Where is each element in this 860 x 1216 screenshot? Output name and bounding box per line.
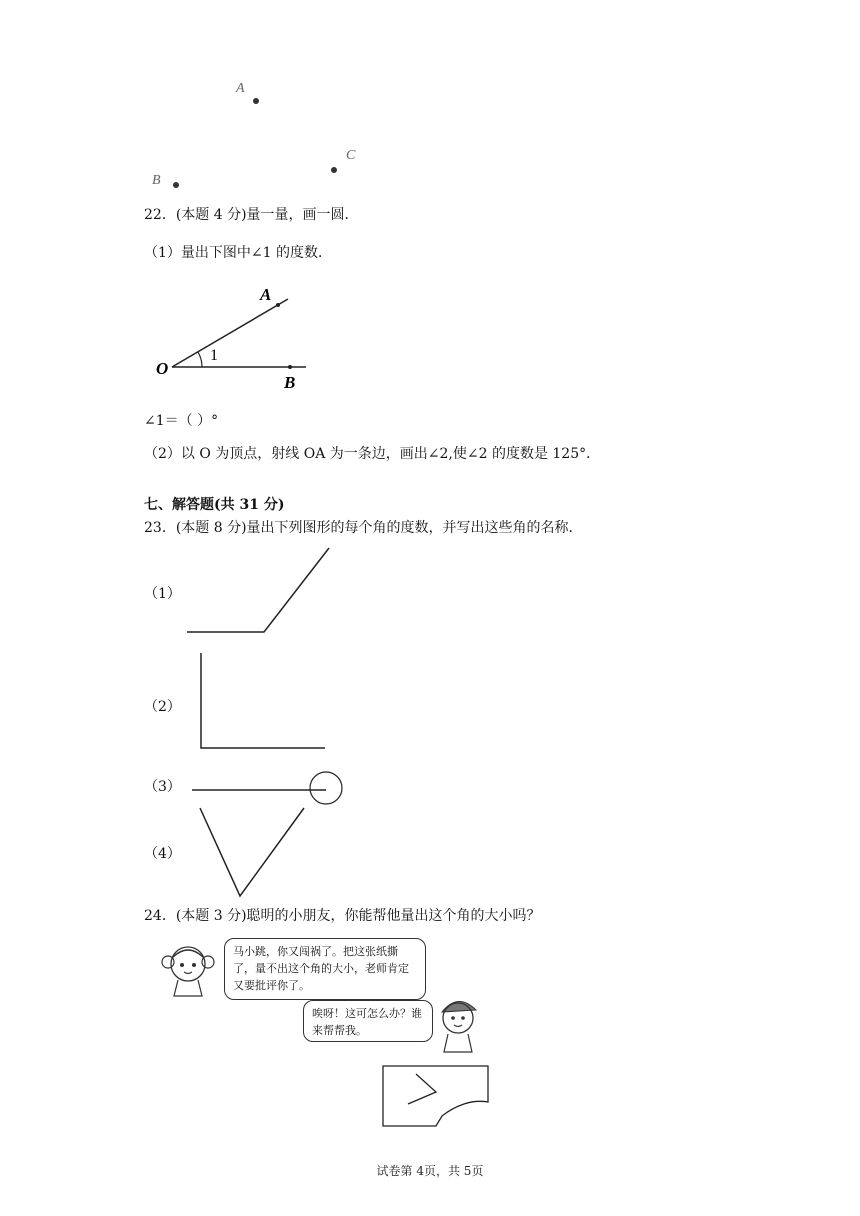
- point-a-dot: [276, 303, 280, 307]
- torn-paper-angle-figure: [380, 1062, 492, 1130]
- q22-answer-line: ∠1＝（ ）°: [144, 413, 219, 429]
- q23-item-3-label: （3）: [144, 779, 181, 795]
- point-b-dot: [288, 365, 292, 369]
- section-7-heading: 七、解答题(共 31 分): [144, 497, 285, 513]
- torn-paper-outline: [383, 1066, 488, 1126]
- partial-angle-lines: [408, 1074, 436, 1104]
- q23-title: 23．(本题 8 分)量出下列图形的每个角的度数，并写出这些角的名称．: [144, 520, 583, 536]
- q24-title: 24．(本题 3 分)聪明的小朋友，你能帮他量出这个角的大小吗？: [144, 908, 541, 924]
- q23-figures: [180, 540, 360, 905]
- label-a: A: [260, 285, 272, 304]
- page-footer: 试卷第 4页，共 5页: [376, 1164, 484, 1178]
- boy-speech-bubble: 唉呀！这可怎么办？谁来帮帮我。: [303, 1000, 433, 1042]
- q23-angle-1: [187, 548, 329, 632]
- angle-arc: [198, 352, 202, 367]
- q23-angle-3-marker: [310, 772, 342, 804]
- point-a: [253, 98, 259, 104]
- ray-oa: [172, 299, 288, 367]
- q23-item-1-label: （1）: [144, 586, 181, 602]
- point-c: [331, 167, 337, 173]
- point-c-label: C: [346, 148, 356, 163]
- point-b-label: B: [152, 173, 161, 188]
- q22-title: 22．(本题 4 分)量一量，画一圆．: [144, 207, 359, 223]
- q22-part1: （1）量出下图中∠1 的度数．: [144, 245, 332, 261]
- points-figure: [140, 70, 380, 200]
- q22-part2: （2）以 O 为顶点，射线 OA 为一条边，画出∠2,使∠2 的度数是 125°．: [144, 446, 601, 462]
- q23-item-2-label: （2）: [144, 699, 181, 715]
- angle-1-figure: [150, 280, 320, 395]
- q23-angle-2: [201, 653, 325, 748]
- label-o: O: [156, 359, 169, 378]
- point-a-label: A: [236, 81, 245, 96]
- boy-character-illustration: [432, 990, 484, 1056]
- q23-angle-4: [200, 808, 304, 896]
- point-b: [173, 182, 179, 188]
- girl-speech-bubble: 马小跳，你又闯祸了。把这张纸撕了，量不出这个角的大小，老师肯定又要批评你了。: [224, 938, 426, 1000]
- girl-character-illustration: [158, 938, 218, 1000]
- q23-item-4-label: （4）: [144, 846, 181, 862]
- label-1: 1: [210, 347, 218, 364]
- label-b: B: [284, 373, 296, 392]
